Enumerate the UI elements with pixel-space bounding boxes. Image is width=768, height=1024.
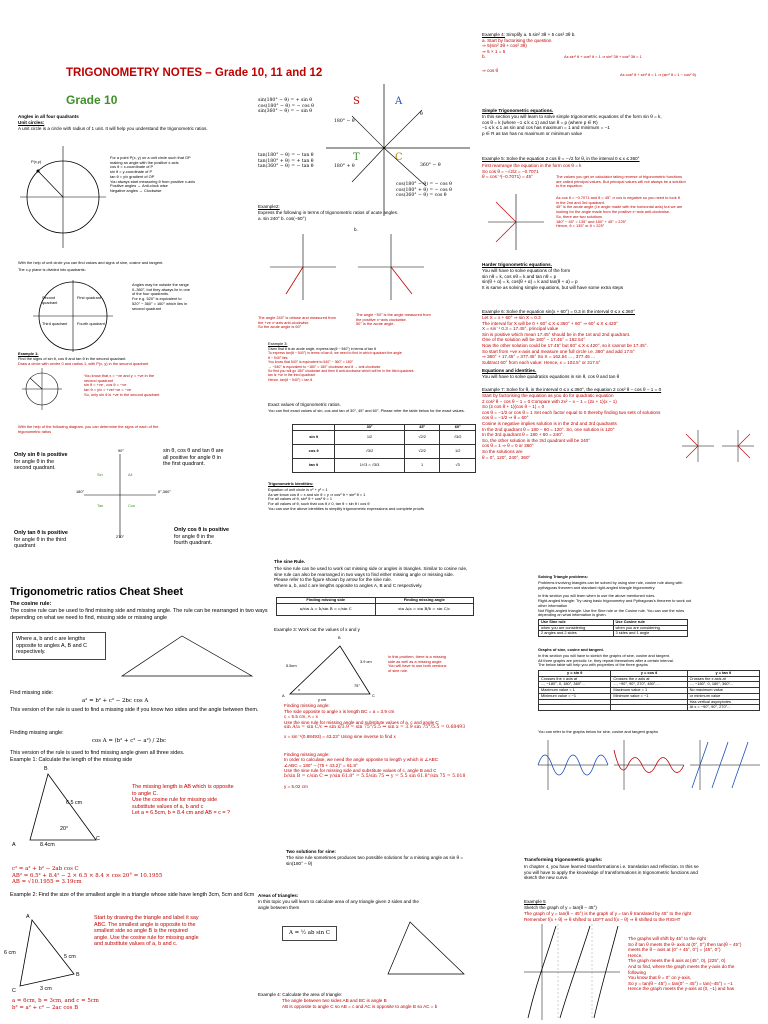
sine-rule-table: Finding missing side Finding missing angle a/sin A = b/sin B = c/sin C sin A/a = sin B/b = sin C/c	[276, 597, 474, 616]
cheat-example2: Example 2: Find the size of the smallest angle in a triangle whose side have length 3cm, 5cm and 6cm	[10, 892, 255, 898]
transform-example5-line: Sketch the graph of y = tan(θ − 45°)	[524, 905, 597, 910]
quad-cos: Cos	[128, 503, 135, 508]
solving-heading: Solving Triangle problems:	[538, 574, 588, 579]
example4: Example 4: Simplify a. 5 sin² 3θ + 5 cos² 3θ b. a. Start by factorising the question ⇒ 5(sin² 3θ + cos² 3θ) ⇒ 5 × 1 = 5 b. ⇒ cos θ	[482, 32, 576, 73]
rule-choice-table: Use Sine rule Use Cosine rule when you are considering when you are considering 2 angles and 2 sides 3 sides and 1 angle	[538, 619, 688, 637]
area-formula: A = ½ ab sin C	[282, 926, 337, 941]
quadrant-diagram	[28, 278, 118, 354]
astc-a: A	[395, 96, 403, 107]
tri2-3: 3 cm	[40, 986, 52, 992]
transform-example5: Example 5	[524, 899, 546, 904]
graphs-body: In this section you will have to sketch the graphs of sine, cosine and tangent. All three graphs are periodic i.e. they repeat themselves after a certain interval. The below table will help you with properties of the three graphs	[538, 653, 674, 668]
example4-note-a: As sin² θ + cos² θ = 1 ⇒ sin² 3θ + cos² 3θ = 1	[564, 54, 642, 59]
quadrant-label-fourth: Fourth quadrant	[77, 321, 105, 326]
sin-positive-note: Only sin θ is positive for angle θ in the second quadrant.	[14, 452, 68, 472]
cheat-example1: Example 1: Calculate the length of the missing side	[10, 757, 133, 763]
example3-body: Given that θ is an acute angle, express tan(θ − 540°) in terms of tan θ To express tan(θ − 540°) in terms of tan θ, we need to find in which quadrant the angle θ − 540° lies. You know that 540° is equivalent to 540° − 360° = 180° → −540° is equivalent to −180° = 180° clockwise and θ → anti-clockwise So first you will go 180° clockwise and then θ anti-clockwise which will be in the third quadrant. tan is +ve in the third quadrant Hence, tan(θ − 540°) = tan θ	[268, 347, 415, 382]
angle-formula-text: This version of the rule is used to find missing angle given all three sides.	[10, 750, 185, 756]
tan-positive-note: Only tan θ is positive for angle θ in the third quadrant	[14, 530, 68, 550]
identities-tan: tan(180° − θ) = − tan θ tan(180° + θ) = + tan θ tan(360° − θ) = − tan θ	[258, 153, 314, 170]
astc-180-plus: 180° + θ	[334, 164, 355, 169]
astc-c: C	[395, 152, 403, 163]
example2-caption-a: The angle 240° is obtuse and measured from the +ve x−axis anti-clockwise. So the acute angle is 60°	[258, 315, 336, 330]
astc-360-minus: 360° − θ	[420, 163, 441, 168]
two-solutions-heading: Two solutions for sine:	[286, 849, 336, 854]
graphs-heading: Graphs of sine, cosine and tangent.	[538, 647, 604, 652]
example7-diagram-right	[720, 428, 756, 464]
tri1-65: 6.5 cm	[66, 800, 83, 806]
example2-diagram-b	[356, 232, 426, 302]
tri3-a: A	[282, 693, 285, 698]
example2-b: b.	[354, 227, 358, 232]
equations-identities-text: You will have to solve quadratics equations in sin θ, cos θ and tan θ	[482, 374, 620, 379]
axis-180: 180°	[76, 489, 85, 494]
quadrant-heading: Angles in all four quadrants	[18, 114, 79, 119]
grade-heading: Grade 10	[66, 93, 118, 107]
tri3-75: 75°	[354, 683, 360, 688]
quad-tan: Tan	[97, 503, 104, 508]
transform-heading: Transforming trigonometric graphs:	[524, 857, 603, 862]
tri1-c: C	[96, 836, 100, 842]
tri2-c: C	[12, 988, 16, 994]
sine-graph	[538, 740, 608, 790]
areas-heading: Areas of triangles:	[258, 893, 299, 898]
tangent-graph	[690, 740, 760, 790]
cheat-sheet-title: Trigonometric ratios Cheat Sheet	[10, 586, 183, 598]
astc-s: S	[353, 96, 360, 107]
harder-heading: Harder trigonometric equations.	[482, 262, 552, 267]
example1-circle	[22, 368, 62, 410]
example7-diagram-left	[680, 428, 716, 464]
trig-identities-body: Equation of unit circle is x² + y² = 1 As we know cos θ = x and sin θ = y ⇒ cos² θ + sin² θ = 1 For all values of θ, sin² θ + cos² θ = 1 For all values of θ, such that cos θ ≠ 0, tan θ = sin θ / cos θ You can use the above identities to simplify trigonometric expressions and complete proofs	[268, 487, 424, 511]
tri3-b: B	[338, 635, 341, 640]
transform-body: In chapter 4, you have learned transformations i.e. translation and reflection. In this se you will have to apply the knowledge of transformations in trigonometric functions and sketch the new curve.	[524, 864, 699, 881]
axis-0-360: 0°,360°	[158, 489, 171, 494]
two-solutions-text: The sine rule sometimes produces two possible solutions for a missing angle as sin θ = sin(180° − θ)	[286, 855, 464, 866]
example2-caption-b: The angle −50° is the angle measured from the positive x−axis clockwise. 50° is the acute angle.	[356, 312, 431, 327]
sine-rule-heading: The sine Rule.	[274, 559, 306, 564]
tri1-84: 8.4cm	[40, 842, 55, 848]
example2-solution: a = 6cm, b = 3cm, and c = 5cm b² = a² + c² − 2ac cos B	[12, 998, 99, 1011]
find-missing-side: Find missing side:	[10, 690, 54, 696]
quadrant-label-second: Second quadrant	[42, 295, 58, 305]
example1-note: The missing length is AB which is opposite to angle C. Use the cosine rule for missing side substitute values of a, b and c Let a = 6.5cm, b = 8.4 cm and AB = c = ?	[132, 784, 234, 817]
example1-solution: c² = a² + b² − 2ab cos C AB² = 6.5² + 8.4² − 2 × 6.5 × 8.4 × cos 20° = 10.1955 AB = √10.1955 = 3.19cm	[12, 866, 163, 886]
side-formula-text: This version of the rule is used to find a missing side if you know two sides and the angle between them.	[10, 707, 259, 713]
tri3-x: x	[298, 687, 300, 692]
plane-text: The x-y plane is divided into quadrants:	[18, 267, 86, 272]
quad-sin: Sin	[97, 472, 103, 477]
identities-cos: cos(180° − θ) = − cos θ cos(180° + θ) = − cos θ cos(360° − θ) = cos θ	[396, 182, 452, 199]
diagram-text: With the help of the following diagram, you can determine the signs of each of the trigonometric ratios	[18, 424, 159, 434]
cosine-rule-triangle	[112, 632, 262, 682]
harder-body: You will have to solve equations of the form sin nθ = k, cos nθ = k and tan nθ = p sin(θ + α) = k, cos(θ + α) = k and tan(θ + α) = p It is same as solving simple equations, but will have some extra steps	[482, 268, 624, 290]
exact-heading: Exact values of trigonometric ratios.	[268, 402, 341, 407]
area-triangle	[380, 912, 470, 982]
exact-values-table: 30° 45° 60° sin θ 1/2 √2/2 √3/2 cos θ √3/2 √2/2 1/2 tan θ 1/√3 = √3/3 1 √3	[292, 424, 476, 473]
quadrant-label-first: First quadrant	[77, 295, 102, 300]
example1-body: Find the signs of sin θ, cos θ and tan θ in the second quadrant. Draw a circle with centre 0 and radius 1, with P(x, y) in the second quadrant	[18, 356, 149, 366]
example6-body: Let X = x + 60° ⇒ sin X = 0.3 The interval for X will be 0 + 60° ≤ X ≤ 360° + 60° ⇒ 60° ≤ X ≤ 420° X = sin⁻¹ 0.3 = 17.45°, principal value Sin is positive which mean 17.45° should be in the 1st and 2nd quadrant. One of the solution will be 180° − 17.45° = 162.54° Now the other solution could be 17.45° but 60° ≤ X ≤ 420°, so it cannot be 17.45°. So start from +ve x-axis and measure one full circle i.e. 360° and add 17.5° ⇒ 360° + 17.45° = 377.45° So X = 162.54 ... , 377.45 ... Subtract 60° from each value: Hence, x = 102.5° or 317.5°	[482, 315, 648, 365]
example2-text: Express the following in terms of trigonometric ratios of acute angles.	[258, 210, 399, 215]
all-positive-note: sin θ, cos θ and tan θ are all positive for angle θ in the first quadrant.	[163, 448, 224, 468]
astc-180-minus: 180° − θ	[334, 119, 355, 124]
equations-identities-heading: Equations and identities.	[482, 368, 537, 373]
sine-rule-body: The sine rule can be used to work out missing side or angles in triangles. Similar to cosine rule, sine rule can also be rearranged in two ways to find either missing angle or missing side. Please refer to the figure shown by arrow for the sine rule. Where a, b, and c are lengths opposite to angles A, B and C respectively.	[274, 566, 468, 588]
unit-circle-title: Unit circles:	[18, 120, 45, 125]
identities-sin: sin(180° − θ) = + sin θ cos(180° − θ) = − cos θ sin(360° − θ) = − sin θ	[258, 98, 314, 115]
tri3-55: 5.5cm	[286, 663, 297, 668]
page-title: TRIGONOMETRY NOTES – Grade 10, 11 and 12	[66, 67, 323, 79]
tri2-a: A	[26, 914, 30, 920]
transform-notes: The graphs will shift by 45° to the right So if tan θ meets the θ- axis at (0°, 0°) then tan(θ − 45°) meets the θ − axis at (0° + 45°, 0°) = (45°, 0°) Hence, The graph meets the θ axis at (45°, 0), (225°, 0) And to find, where the graph meets the y-axis do the following You know that θ = 0° on y-axis, So y = tan(θ − 45°) = tan(0° − 45°) = tan(−45°) = −1 Hence the graph meets the y-axis at (0, −1) and has	[628, 936, 742, 992]
tri3-39: 3.9 cm	[360, 659, 372, 664]
example2-heading: Example2:	[258, 204, 280, 209]
quad-all: All	[128, 472, 133, 477]
tri2-b: B	[76, 972, 80, 978]
unit-circle-desc: For a point P(x, y) on a unit circle such that OP making an angle with the positive x-axis cos θ = x-coordinate of P sin θ = y-coordinate of P tan θ = y/x gradient of OP You always start measuring θ from positive x-axis Positive angles → Anti-clock wise Negative angles → Clockwise	[110, 155, 196, 193]
example1-solution: You know that x = −ve and y = +ve in the second quadrant sin θ = +ve , cos θ = −ve tan θ = y/x = +ve/−ve = −ve So, only sin θ is +ve in the second quadrant	[84, 373, 160, 397]
example4-heading-area: Example 4: Calculate the area of triangle:	[258, 992, 343, 997]
areas-text: In this topic you will learn to calculate area of any triangle given 2 sides and the angle between them	[258, 899, 419, 910]
example6-heading: Example 6: Solve the equation sin(x + 60°) = 0.3 in the interval 0 ≤ x ≤ 360°	[482, 309, 635, 314]
example4-note-b: As cos² θ + sin² θ = 1 ⇒ (sin² θ = 1 − cos² θ)	[620, 72, 696, 77]
help-text: With the help of unit circle you can find values and signs of sine, cosine and tangent.	[18, 260, 164, 265]
example1-triangle	[18, 768, 108, 848]
cosine-graph	[614, 740, 684, 790]
example5-diagram	[486, 192, 546, 252]
cos-positive-note: Only cos θ is positive for angle θ in the fourth quadrant.	[174, 527, 230, 547]
quadrant-label-third: Third quadrant	[42, 321, 68, 326]
cosine-rule-box: Where a, b and c are lengths opposite to angles A, B and C respectively.	[12, 632, 106, 660]
range-text: Angles may be outside the range 0–360°, but they always lie in one of the four quadrants. For e.g. 520° is equivalent to 520° − 360° = 160° which lies in second quadrant	[132, 282, 191, 311]
exact-text: You can find exact values of sin, cos and tan of 30°, 45° and 60°. Please refer the table below for the exact values.	[268, 408, 465, 413]
cosine-rule-heading: The cosine rule:	[10, 601, 52, 607]
angle-formula: cos A = (b² + c² − a²) / 2bc	[92, 738, 166, 744]
tri2-6: 6 cm	[4, 950, 16, 956]
example3-triangle	[280, 640, 380, 702]
example5-solution: As cos θ = −0.7071 and θ = 45° ⇒ cos is negative so you need to look θ in the 2nd and 3rd quadrant. 45° is the acute angle (i.e angle made with the horizontal axis) but we are looking for the angle made from the positive x−axis anti-clockwise. So, there are two solutions 180° − 45° = 135° and 180° + 45° = 225° Hence, θ = 135° or θ = 225°	[556, 195, 683, 229]
find-missing-angle: Finding missing angle:	[10, 730, 64, 736]
example5-heading: Example 5: Solve the equation 2 cos θ = −√2 for θ, in the interval 0 ≤ x ≤ 360°	[482, 156, 640, 161]
tri1-b: B	[44, 766, 48, 772]
solving-body: Problems involving triangles can be solved by using sine rule, cosine rule along with pythagoras theorem and standard right-angled triangle trigonometry. In this section you will learn when to use the above mentioned rules. Right-angled triangle: Try using basic trigonometry and Pythagoras's theorem to work out other information Not Right-angled triangle: Use the Sine rule or the Cosine rule. You can use the rules depending on what information is given.	[538, 580, 692, 618]
example3-note-sine: In this problem, there is a missing side as well as a missing angle. You will have to use both versions of sine rule.	[388, 654, 447, 674]
unit-circle-text: A unit circle is a circle with radius of 1 unit. It will help you understand the trigonometric ratios.	[18, 126, 208, 131]
cosine-rule-text: The cosine rule can be used to find missing side and missing angle. The rule can be rearranged in two ways depending on what we need to find, missing side or missing angle	[10, 608, 268, 621]
side-formula: a² = b² + c² − 2bc cos A	[82, 698, 149, 704]
example7-heading: Example 7: Solve for θ, in the interval 0 ≤ x ≤ 360°, the equation 2 cos² θ − cos θ − 1 = 0	[482, 387, 662, 392]
point-label: P(x,y)	[31, 159, 42, 164]
tri3-y: y cm	[318, 697, 327, 702]
example7-body: Start by factorising the equation as you do for quadratic equation 2 cos² θ − cos θ − 1 = 0 Compare with 2x² − x − 1 = (2x + 1)(x − 1) So (2 cos θ + 1)(cos θ − 1) = 0 cos θ = −1/2 or cos θ = 1 Set each factor equal to 0 thereby finding two sets of solutions cos θ = −1/2 ⇒ θ = 60° Cosine is negative implies solution is in the 2nd and 3rd quadrants In the 2nd quadrant θ = 180 − 60 = 120°. So, one solution is 120° In the 3rd quadrant θ = 180 + 60 = 240°. So, the other solution in the 3rd quadrant will be 240° cos θ = 1 ⇒ θ = 0 or 360° So the solutions are θ = 0°, 120°, 240°, 360°	[482, 393, 661, 460]
transform-example5-body: The graph of y = tan(θ − 45°) is the graph of y = tan θ translated by 45° to the right Remember f(x + θ) ⇒ θ shifted to LEFT and f(x − θ) ⇒ θ shifted to the RIGHT	[524, 911, 692, 922]
tri1-20: 20°	[60, 826, 69, 832]
example3-heading-sine: Example 3: Work out the values of x and y	[274, 627, 360, 632]
axis-90: 90°	[118, 448, 124, 453]
simple-eq-body: In this section you will learn to solve simple trigonometric equations of the form sin θ = k, cos θ = k (where −1 ≤ k ≤ 1) and tan θ = p (where p ∈ R) −1 ≤ k ≤ 1 as sin and cos has maximum = 1 and minimum = −1 p ∈ R as tan has no maximum or minimum value	[482, 114, 662, 136]
graph-reference: You can refer to the graphs below for sine, cosine and tangent graphs	[538, 729, 658, 734]
tri1-a: A	[12, 842, 16, 848]
shifted-tan-graph	[524, 924, 620, 1020]
tri2-5: 5 cm	[64, 954, 76, 960]
graph-properties-table: y = sin θ y = cos θ y = tan θ Crosses the x axis at Crosses the x axis at Crosses the x axis at ..., −180°, 0, 180°, 360°... ..., −90°, 90°, 270°, 450°,... ..., −180°, 0, 180°, 360°... Maximum value = 1 Maximum value = 1 No maximum value Minimum value = −1 Minimum value = −1 or minimum value Has vertical asymptotes At x = −90°, 90°, 270°...	[538, 670, 760, 711]
example2-a: a. sin 240° b. cos(−50°)	[258, 216, 306, 221]
example5-body: First rearrange the equation in the form cos θ = k So cos θ = −√2/2 = −0.7071 θ = cos⁻¹(−0.7071) = 45°	[482, 163, 582, 180]
example2-diagram-a	[268, 232, 338, 302]
example2-note: Start by drawing the triangle and label it say ABC. The smallest angle is opposite to the smallest side so angle B is the required angle. Use the cosine rule for missing angle and substitute values of a, b and c.	[94, 915, 199, 948]
example4-area-body: The angle between two sides AB and BC is angle B AB is opposite to angle C so AB = c and AC is opposite to angle B so AC = b	[282, 998, 438, 1009]
astc-t: T	[353, 152, 360, 163]
signs-axes	[80, 450, 160, 540]
example3-solution-sine: Finding missing angle: The side opposite to angle x is length BC = a = 3.9 cm c = 5.5 cm, A = x Use the sine rule for missing angle and substitute values of a, c and angle C sin A/a = sin C/c ⇒ sin x/3.9 = sin 75°/5.5 ⇒ sin x = 3.9 sin 75°/5.5 = 0.68493 x = sin⁻¹(0.68493) = 43.23° Using sine inverse to find x Finding missing angle: In order to calculate, we need the angle opposite to length y which is ∠ABC ∠ABC = 180° − (75 + 43.2)° = 61.8° Use the sine rule for missing side and substitute values of c, angle B and C b/sin B = c/sin C ⇒ y/sin 61.8° = 5.5/sin 75 ⇒ y = 5.5 sin 61.8°/sin 75 = 5.018 y = 5.02 cm	[284, 703, 466, 789]
example5-note: The values you get on calculator taking reverse of trigonometric functions are called principal values. But principal values will not always be a solution to the equation.	[556, 174, 686, 189]
example3-heading: Example 3:	[268, 341, 288, 346]
simple-eq-heading: Simple Trigonometric equations.	[482, 108, 554, 113]
trig-identities-heading: Trigonometric Identities:	[268, 481, 314, 486]
example1-heading: Example 1:	[18, 351, 39, 356]
tri3-c: C	[372, 693, 375, 698]
axis-270: 270°	[116, 534, 125, 539]
astc-theta: θ	[420, 112, 423, 117]
